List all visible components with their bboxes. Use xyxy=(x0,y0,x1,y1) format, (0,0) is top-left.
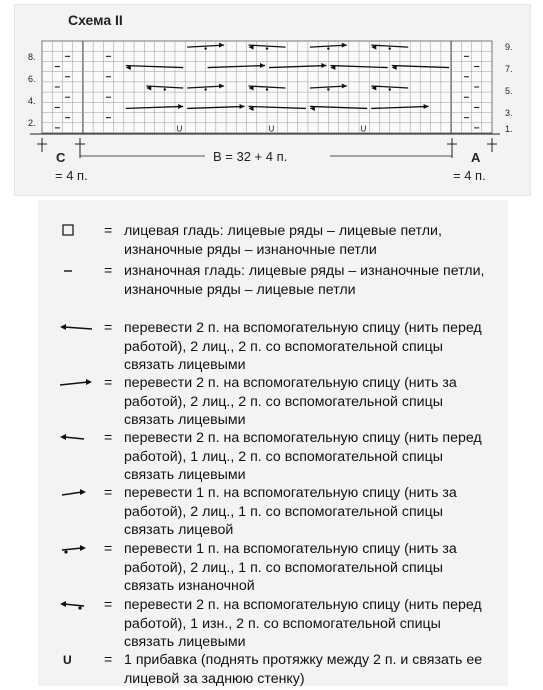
legend-equals: = xyxy=(104,430,113,446)
empty-square-icon xyxy=(52,222,92,240)
legend-text: изнаночная гладь: лицевые ряды – изнаночные петли, изнаночные ряды – лицевые петли xyxy=(124,263,485,298)
increase-mark: U xyxy=(360,124,367,134)
cable-dot xyxy=(327,47,329,49)
legend-equals: = xyxy=(104,541,113,557)
row-label-right: 5. xyxy=(505,86,513,96)
legend-text: 1 прибавка (поднять протяжку между 2 п. и связать ее лицевой за заднюю стенку) xyxy=(124,652,483,687)
dotted-arrow-left-icon xyxy=(52,596,92,614)
row-label-right: 7. xyxy=(505,64,513,74)
long-arrow-right-icon xyxy=(52,374,92,392)
legend-equals: = xyxy=(104,375,113,391)
legend-equals: = xyxy=(104,223,113,239)
cable-dot xyxy=(204,47,206,49)
legend-text: перевести 1 п. на вспомогательную спицу (нить за работой), 2 лиц., 1 п. со вспомогательной спицы связать лицевой xyxy=(124,485,457,538)
section-label-b: B = 32 + 4 п. xyxy=(213,149,288,164)
row-label-right: 9. xyxy=(505,42,513,52)
chart-title: Схема II xyxy=(68,12,123,28)
row-label-left: 8. xyxy=(28,52,36,62)
legend-equals: = xyxy=(104,320,113,336)
cable-dot xyxy=(389,47,391,49)
increase-mark: U xyxy=(268,124,275,134)
cable-dot xyxy=(164,88,166,90)
row-label-right: 3. xyxy=(505,108,513,118)
knitting-chart xyxy=(0,0,543,200)
cable-dot xyxy=(389,88,391,90)
legend-text: перевести 2 п. на вспомогательную спицу (нить за работой), 2 лиц., 2 п. со вспомогательной спицы связать лицевыми xyxy=(124,375,457,428)
legend-equals: = xyxy=(104,263,113,279)
increase-u-icon xyxy=(52,651,92,669)
cable-dot xyxy=(327,88,329,90)
legend-equals: = xyxy=(104,485,113,501)
legend-equals: = xyxy=(104,597,113,613)
legend-text: лицевая гладь: лицевые ряды – лицевые петли, изнаночные ряды – изнаночные петли xyxy=(124,223,442,258)
section-width-a: = 4 п. xyxy=(453,168,486,183)
section-width-c: = 4 п. xyxy=(55,168,88,183)
cable-dot xyxy=(266,88,268,90)
row-label-right: 1. xyxy=(505,124,513,134)
cable-dot xyxy=(266,47,268,49)
increase-mark: U xyxy=(176,124,183,134)
long-arrow-left-icon xyxy=(52,319,92,337)
legend-equals: = xyxy=(104,652,113,668)
short-arrow-left-icon xyxy=(52,429,92,447)
row-label-left: 6. xyxy=(28,74,36,84)
dash-icon xyxy=(52,262,92,280)
legend-text: перевести 2 п. на вспомогательную спицу (нить перед работой), 2 лиц., 2 п. со вспомогательной спицы связать лицевыми xyxy=(124,320,482,373)
dotted-arrow-right-icon xyxy=(52,540,92,558)
legend-text: перевести 2 п. на вспомогательную спицу (нить перед работой), 1 лиц., 2 п. со вспомогательной спицы связать лицевыми xyxy=(124,430,482,483)
section-label-c: C xyxy=(56,150,66,165)
legend-text: перевести 1 п. на вспомогательную спицу (нить за работой), 2 лиц., 1 п. со вспомогательной спицы связать изнаночной xyxy=(124,541,457,594)
legend-text: перевести 2 п. на вспомогательную спицу (нить перед работой), 1 изн., 2 п. со вспомогательной спицы связать лицевыми xyxy=(124,597,482,650)
short-arrow-right-icon xyxy=(52,484,92,502)
row-label-left: 4. xyxy=(28,96,36,106)
section-label-a: A xyxy=(471,150,481,165)
increase-glyph: U xyxy=(63,653,72,667)
cable-dot xyxy=(204,88,206,90)
row-label-left: 2. xyxy=(28,118,36,128)
